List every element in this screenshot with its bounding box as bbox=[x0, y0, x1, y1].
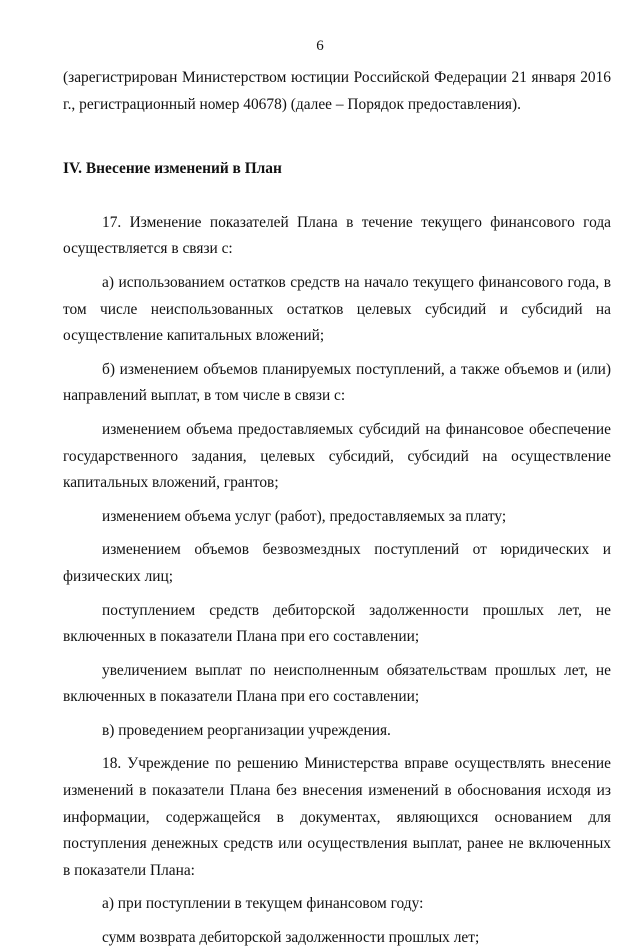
paragraph-18-a: а) при поступлении в текущем финансовом году: bbox=[102, 895, 424, 913]
paragraph-17-c: в) проведением реорганизации учреждения. bbox=[102, 721, 391, 739]
paragraph-17-b: б) изменением объемов планируемых поступлений, а также объемов и (или) направлений выплат, в том числе в связи с: bbox=[63, 360, 611, 405]
paragraph-17: 17. Изменение показателей Плана в течение текущего финансового года осуществляется в связи с: bbox=[63, 213, 611, 258]
paragraph-17-b-item-3: изменением объемов безвозмездных поступлений от юридических и физических лиц; bbox=[63, 541, 611, 585]
section-heading: IV. Внесение изменений в План bbox=[63, 160, 282, 178]
page-number: 6 bbox=[316, 38, 324, 54]
document-body bbox=[63, 65, 611, 952]
paragraph-17-b-item-5: увеличением выплат по неисполненным обязательствам прошлых лет, не включенных в показатели Плана при его составлении; bbox=[63, 661, 611, 706]
paragraph-17-b-item-2: изменением объема услуг (работ), предоставляемых за плату; bbox=[102, 507, 507, 525]
paragraph-18: 18. Учреждение по решению Министерства вправе осуществлять внесение изменений в показатели Плана без внесения изменений в обоснования исходя из информации, содержащейся в документах, являющихся основанием для поступления денежных средств или осуществления выплат, ранее не включенных в показатели Плана: bbox=[63, 755, 611, 879]
paragraph-registration: (зарегистрирован Министерством юстиции Российской Федерации 21 января 2016 г., регистрационный номер 40678) (далее – Порядок предоставления). bbox=[63, 69, 611, 113]
paragraph-17-b-item-1: изменением объема предоставляемых субсидий на финансовое обеспечение государственного задания, целевых субсидий, субсидий на осуществление капитальных вложений, грантов; bbox=[63, 420, 611, 492]
paragraph-18-a-item-1: сумм возврата дебиторской задолженности прошлых лет; bbox=[102, 929, 480, 947]
paragraph-17-a: а) использованием остатков средств на начало текущего финансового года, в том числе неиспользованных остатков целевых субсидий и субсидий на осуществление капитальных вложений; bbox=[63, 273, 611, 345]
paragraph-17-b-item-4: поступлением средств дебиторской задолженности прошлых лет, не включенных в показатели Плана при его составлении; bbox=[63, 601, 611, 646]
